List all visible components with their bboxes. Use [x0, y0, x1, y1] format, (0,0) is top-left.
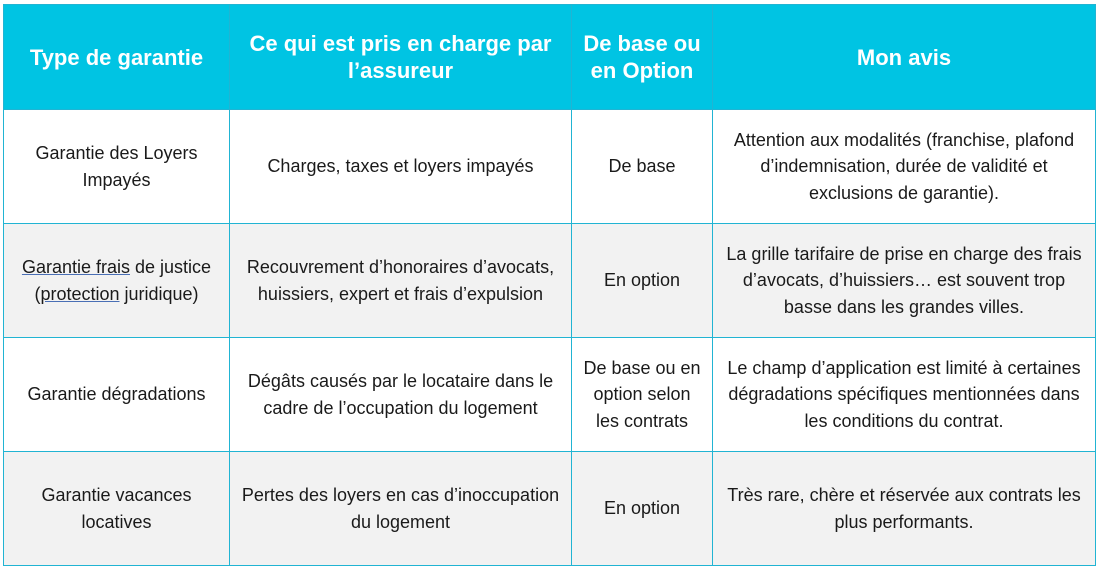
insurance-comparison-table — [3, 4, 1096, 566]
table-row — [4, 110, 1096, 224]
insurance-comparison-table-wrapper — [3, 4, 1096, 566]
cell-base-option: En option — [572, 452, 713, 566]
cell-coverage: Recouvrement d’honoraires d’avocats, huissiers, expert et frais d’expulsion — [230, 224, 572, 338]
underlined-text-protection: protection — [40, 283, 120, 304]
cell-type — [4, 224, 230, 338]
cell-type: Garantie dégradations — [4, 338, 230, 452]
cell-opinion: Le champ d’application est limité à certaines dégradations spécifiques mentionnées dans les conditions du contrat. — [713, 338, 1096, 452]
cell-base-option: De base — [572, 110, 713, 224]
cell-type: Garantie des Loyers Impayés — [4, 110, 230, 224]
header-base-ou-option: De base ou en Option — [572, 5, 713, 110]
cell-type-text: ( — [34, 283, 41, 304]
cell-type-text: de justice — [130, 257, 212, 277]
table-row — [4, 452, 1096, 566]
underlined-text-garantie-frais: Garantie frais — [21, 257, 130, 277]
cell-coverage: Charges, taxes et loyers impayés — [230, 110, 572, 224]
cell-opinion: Attention aux modalités (franchise, plafond d’indemnisation, durée de validité et exclusions de garantie). — [713, 110, 1096, 224]
table-header-row — [4, 5, 1096, 110]
cell-opinion: La grille tarifaire de prise en charge des frais d’avocats, d’huissiers… est souvent trop basse dans les grandes villes. — [713, 224, 1096, 338]
table-row — [4, 224, 1096, 338]
cell-coverage: Pertes des loyers en cas d’inoccupation du logement — [230, 452, 572, 566]
cell-type-text: juridique) — [119, 283, 199, 304]
cell-coverage: Dégâts causés par le locataire dans le cadre de l’occupation du logement — [230, 338, 572, 452]
cell-base-option: De base ou en option selon les contrats — [572, 338, 713, 452]
table-row — [4, 338, 1096, 452]
header-type-de-garantie: Type de garantie — [4, 5, 230, 110]
header-pris-en-charge: Ce qui est pris en charge par l’assureur — [230, 5, 572, 110]
cell-type: Garantie vacances locatives — [4, 452, 230, 566]
cell-base-option: En option — [572, 224, 713, 338]
header-mon-avis: Mon avis — [713, 5, 1096, 110]
cell-opinion: Très rare, chère et réservée aux contrats les plus performants. — [713, 452, 1096, 566]
